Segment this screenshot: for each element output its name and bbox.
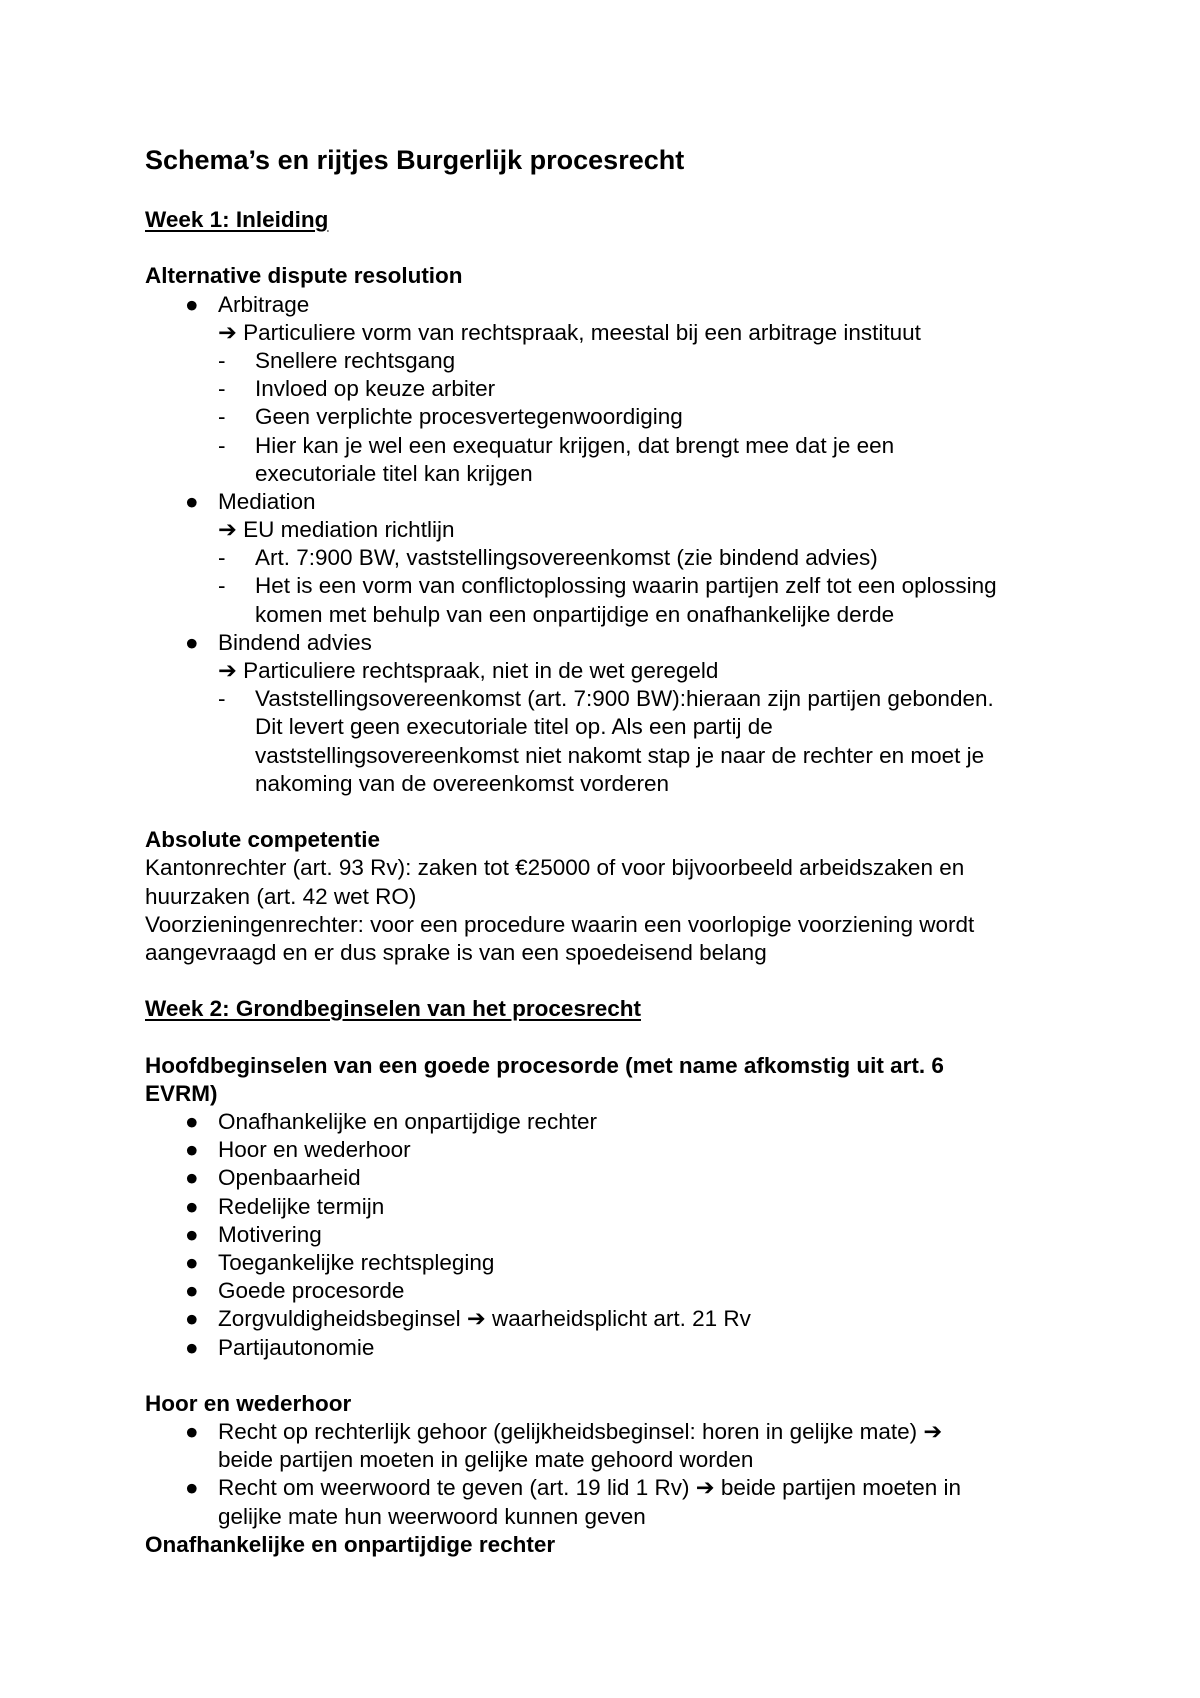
bullet-icon: ● (185, 1249, 199, 1275)
bullet-icon: ● (185, 1193, 199, 1219)
list-item: ● Toegankelijke rechtspleging (145, 1249, 1095, 1277)
dash-item: - Art. 7:900 BW, vaststellingsovereenkomst (zie bindend advies) (218, 545, 878, 571)
arrow-icon: ➔ (218, 658, 237, 683)
bullet-icon: ● (185, 488, 199, 514)
list-item: ● Recht om weerwoord te geven (art. 19 lid 1 Rv) ➔ beide partijen moeten in (145, 1474, 1095, 1502)
dash-item-continuation: Dit levert geen executoriale titel op. Als een partij de (255, 714, 773, 740)
bullet-icon: ● (185, 1109, 199, 1134)
document-title: Schema’s en rijtjes Burgerlijk procesrecht (145, 145, 685, 175)
dash-item: - Het is een vorm van conflictoplossing waarin partijen zelf tot een oplossing (218, 573, 997, 599)
paragraph-line: Voorzieningenrechter: voor een procedure waarin een voorlopige voorziening wordt (145, 911, 975, 937)
paragraph-line: huurzaken (art. 42 wet RO) (145, 883, 417, 909)
list-item: ● Partijautonomie (145, 1334, 1095, 1362)
list-item-continuation: gelijke mate hun weerwoord kunnen geven (218, 1503, 646, 1529)
bullet-icon: ● (185, 1221, 199, 1247)
list-item: ● Recht op rechterlijk gehoor (gelijkheidsbeginsel: horen in gelijke mate) ➔ (145, 1418, 1095, 1446)
dash-item: - Geen verplichte procesvertegenwoordiging (218, 404, 683, 430)
dash-item: - Invloed op keuze arbiter (218, 376, 496, 402)
week1-heading: Week 1: Inleiding (145, 207, 329, 232)
onafh-heading: Onafhankelijke en onpartijdige rechter (145, 1531, 556, 1557)
dash-item-continuation: komen met behulp van een onpartijdige en onafhankelijke derde (255, 601, 895, 627)
arrow-icon: ➔ (218, 319, 237, 345)
dash-item-continuation: nakoming van de overeenkomst vorderen (255, 770, 669, 796)
hoofd-heading: Hoofdbeginselen van een goede procesorde (met name afkomstig uit art. 6 (145, 1052, 944, 1078)
dash-item: - Vaststellingsovereenkomst (art. 7:900 BW):hieraan zijn partijen gebonden. (218, 686, 994, 712)
bullet-icon: ● (185, 1306, 199, 1332)
adr-heading: Alternative dispute resolution (145, 263, 463, 289)
list-item: ● Hoor en wederhoor (145, 1136, 1095, 1164)
dash-item-continuation: vaststellingsovereenkomst niet nakomt stap je naar de rechter en moet je (255, 742, 985, 768)
arrow-icon: ➔ (923, 1419, 943, 1445)
paragraph-line: aangevraagd en er dus sprake is van een spoedeisend belang (145, 939, 767, 965)
document-content (145, 206, 1095, 1559)
list-item: ● Bindend advies (145, 629, 1095, 657)
list-item: ● Motivering (145, 1221, 1095, 1249)
bullet-icon: ● (185, 1165, 199, 1191)
dash-item: - Snellere rechtsgang (218, 347, 456, 373)
arrow-icon: ➔ (218, 517, 237, 543)
bullet-icon: ● (185, 1334, 199, 1360)
arrow-icon: ➔ (695, 1475, 715, 1501)
paragraph-line: Kantonrechter (art. 93 Rv): zaken tot €25000 of voor bijvoorbeeld arbeidszaken en (145, 855, 965, 881)
list-item: ● Redelijke termijn (145, 1193, 1095, 1221)
absolute-heading: Absolute competentie (145, 827, 381, 853)
dash-item: - Hier kan je wel een exequatur krijgen, dat brengt mee dat je een (218, 432, 895, 458)
bullet-icon: ● (185, 1278, 199, 1304)
bullet-icon: ● (185, 291, 199, 317)
arrow-note: ➔ EU mediation richtlijn (218, 517, 455, 543)
week2-heading: Week 2: Grondbeginselen van het procesrecht (145, 996, 641, 1022)
list-item: ● Zorgvuldigheidsbeginsel ➔ waarheidsplicht art. 21 Rv (145, 1305, 1095, 1333)
list-item: ● Goede procesorde (145, 1277, 1095, 1305)
bullet-icon: ● (185, 629, 199, 655)
arrow-note: ➔ Particuliere rechtspraak, niet in de wet geregeld (218, 658, 719, 683)
hoor-heading: Hoor en wederhoor (145, 1390, 352, 1416)
list-item: ● Mediation (145, 488, 1095, 516)
list-item-continuation: beide partijen moeten in gelijke mate gehoord worden (218, 1447, 754, 1473)
bullet-icon: ● (185, 1419, 199, 1445)
bullet-icon: ● (185, 1137, 199, 1163)
arrow-note: ➔ Particuliere vorm van rechtspraak, meestal bij een arbitrage instituut (218, 319, 921, 345)
list-item: ● Arbitrage (145, 291, 1095, 319)
list-item: ● Openbaarheid (145, 1164, 1095, 1192)
arrow-icon: ➔ (466, 1306, 486, 1332)
bullet-icon: ● (185, 1475, 199, 1501)
hoofd-heading-cont: EVRM) (145, 1080, 218, 1106)
list-item: ● Onafhankelijke en onpartijdige rechter (145, 1108, 1095, 1136)
dash-item-continuation: executoriale titel kan krijgen (255, 460, 533, 486)
